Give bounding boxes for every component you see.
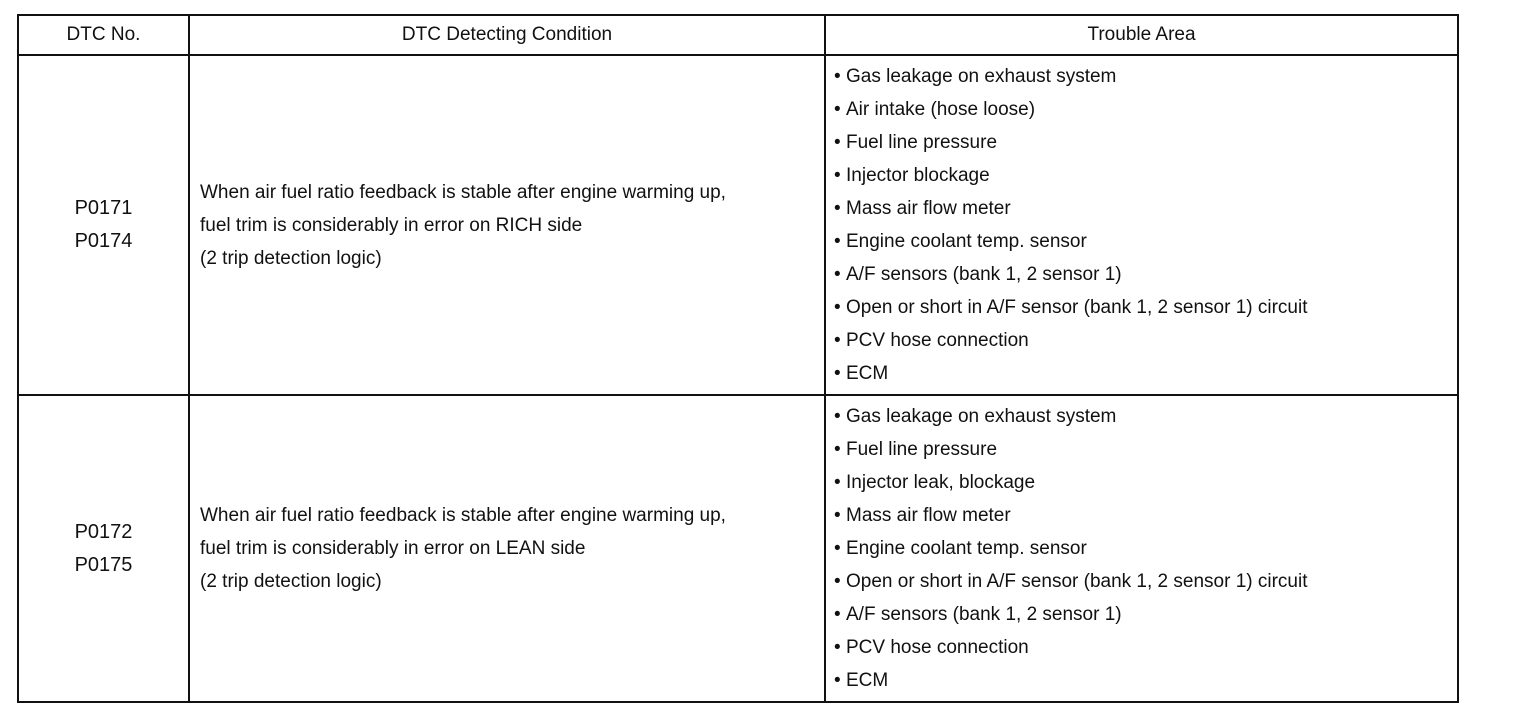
condition-line: fuel trim is considerably in error on RICH side — [200, 214, 583, 236]
trouble-area-item: • A/F sensors (bank 1, 2 sensor 1) — [834, 258, 1449, 291]
detecting-condition-cell — [189, 395, 825, 702]
trouble-area-item: • Mass air flow meter — [834, 499, 1449, 532]
trouble-area-list — [834, 60, 1449, 390]
trouble-area-item: • Open or short in A/F sensor (bank 1, 2 sensor 1) circuit — [834, 291, 1449, 324]
trouble-area-item: • A/F sensors (bank 1, 2 sensor 1) — [834, 598, 1449, 631]
trouble-area-item: • Gas leakage on exhaust system — [834, 60, 1449, 93]
trouble-area-item: • Air intake (hose loose) — [834, 93, 1449, 126]
condition-line: fuel trim is considerably in error on LEAN side — [200, 538, 586, 559]
trouble-area-item: • Open or short in A/F sensor (bank 1, 2 sensor 1) circuit — [834, 565, 1449, 598]
dtc-codes-cell — [18, 395, 189, 702]
dtc-code: P0174 — [74, 230, 133, 252]
table-row — [18, 395, 1458, 702]
dtc-codes-cell — [18, 55, 189, 395]
trouble-area-item: • Injector blockage — [834, 159, 1449, 192]
dtc-code: P0172 — [74, 520, 133, 543]
trouble-area-item: • Gas leakage on exhaust system — [834, 400, 1449, 433]
dtc-code: P0171 — [74, 197, 133, 219]
condition-line: (2 trip detection logic) — [200, 247, 382, 269]
trouble-area-item: • Engine coolant temp. sensor — [834, 225, 1449, 258]
detecting-condition-cell — [189, 55, 825, 395]
trouble-area-item: • Engine coolant temp. sensor — [834, 532, 1449, 565]
trouble-area-item: • ECM — [834, 357, 1449, 390]
trouble-area-item: • Injector leak, blockage — [834, 466, 1449, 499]
trouble-area-list — [834, 400, 1449, 697]
header-detecting-condition: DTC Detecting Condition — [189, 15, 825, 55]
dtc-code: P0175 — [74, 553, 133, 576]
table-header — [18, 15, 1458, 55]
trouble-area-cell — [825, 55, 1458, 395]
trouble-area-item: • Fuel line pressure — [834, 433, 1449, 466]
header-trouble-area: Trouble Area — [825, 15, 1458, 55]
condition-line: When air fuel ratio feedback is stable after engine warming up, — [200, 505, 726, 526]
header-row — [18, 15, 1458, 55]
header-dtc-no: DTC No. — [18, 15, 189, 55]
trouble-area-item: • Fuel line pressure — [834, 126, 1449, 159]
trouble-area-cell — [825, 395, 1458, 702]
trouble-area-item: • Mass air flow meter — [834, 192, 1449, 225]
trouble-area-item: • PCV hose connection — [834, 324, 1449, 357]
trouble-area-item: • PCV hose connection — [834, 631, 1449, 664]
condition-line: (2 trip detection logic) — [200, 571, 382, 592]
table-row — [18, 55, 1458, 395]
trouble-area-item: • ECM — [834, 664, 1449, 697]
condition-line: When air fuel ratio feedback is stable after engine warming up, — [200, 181, 726, 203]
dtc-table — [17, 14, 1459, 703]
